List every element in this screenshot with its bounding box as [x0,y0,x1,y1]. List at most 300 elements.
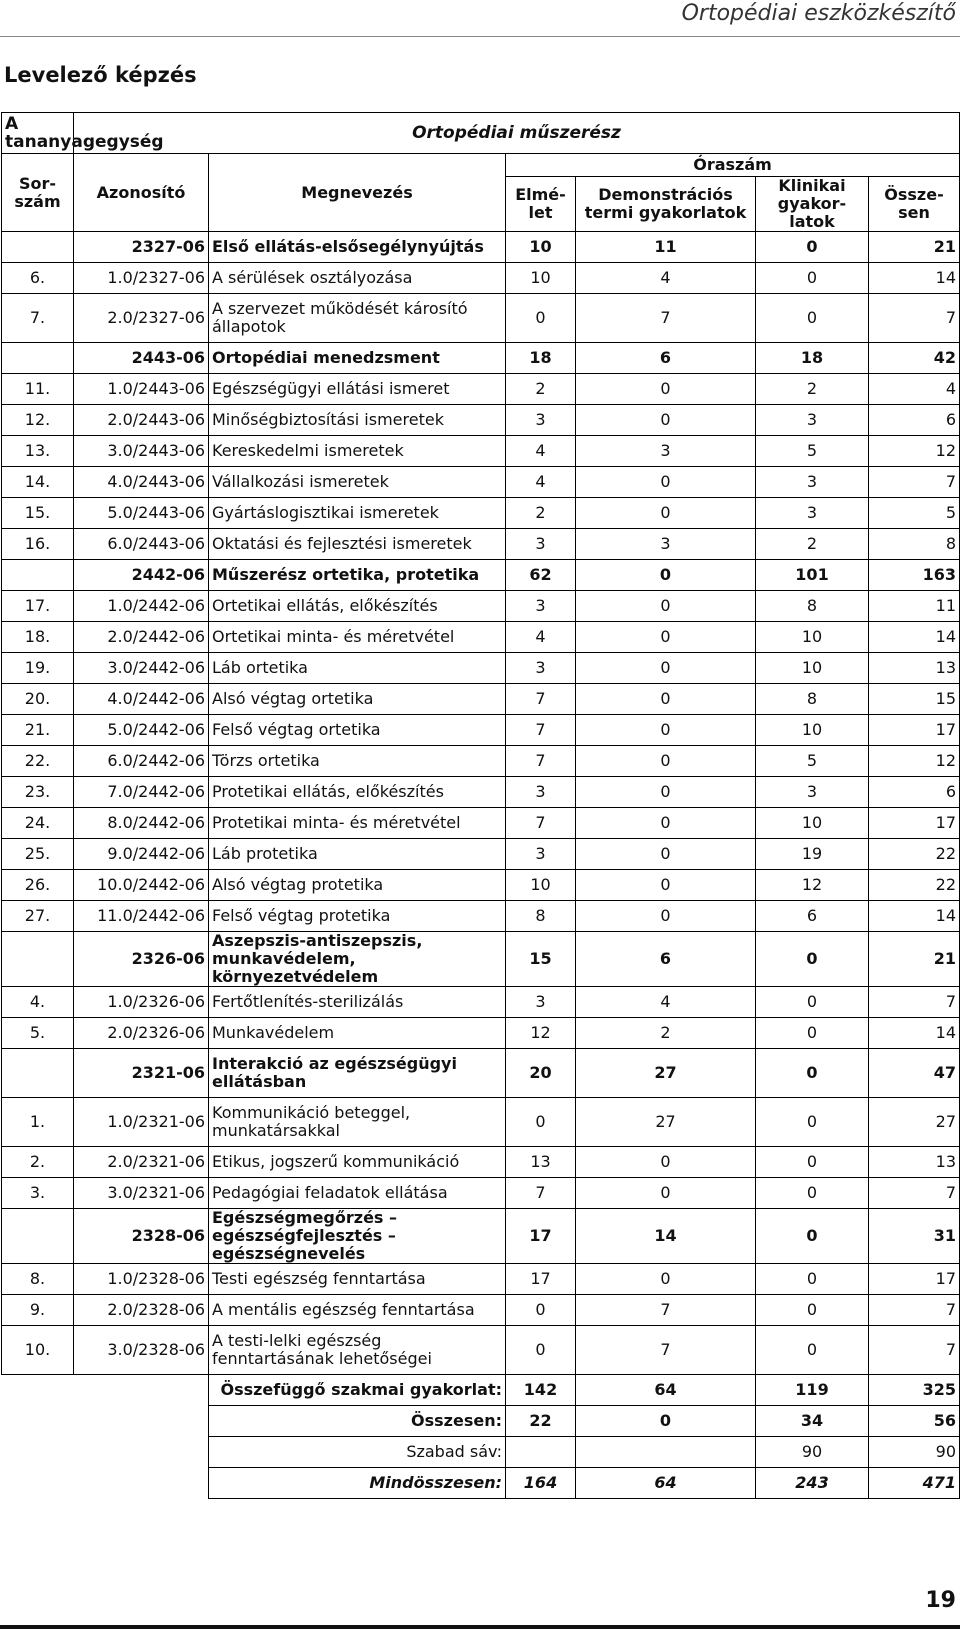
cell-elmelet: 13 [506,1147,576,1178]
cell-klinikai: 3 [756,777,869,808]
cell-megnevezes: Interakció az egészségügyi ellátásban [209,1049,506,1098]
cell-megnevezes: Vállalkozási ismeretek [209,467,506,498]
cell-sorszam: 11. [2,374,74,405]
cell-azonosito: 3.0/2328-06 [74,1326,209,1375]
cell-klinikai: 5 [756,436,869,467]
totals-row [2,1437,960,1468]
cell-elmelet: 3 [506,529,576,560]
cell-demo: 0 [576,1147,756,1178]
page-number: 19 [925,1588,956,1613]
cell-azonosito: 6.0/2443-06 [74,529,209,560]
cell-sorszam: 17. [2,591,74,622]
cell-osszesen: 47 [869,1049,960,1098]
cell-demo: 11 [576,232,756,263]
cell-osszesen: 13 [869,1147,960,1178]
cell-megnevezes: Kereskedelmi ismeretek [209,436,506,467]
cell-demo: 0 [576,622,756,653]
cell-azonosito: 2443-06 [74,343,209,374]
cell-megnevezes: Láb ortetika [209,653,506,684]
table-row [2,294,960,343]
cell-osszesen: 6 [869,405,960,436]
table-row [2,901,960,932]
cell-azonosito: 1.0/2443-06 [74,374,209,405]
cell-klinikai: 3 [756,498,869,529]
cell-osszesen: 14 [869,263,960,294]
cell-azonosito: 9.0/2442-06 [74,839,209,870]
cell-sorszam [2,1049,74,1098]
cell-elmelet: 3 [506,839,576,870]
cell-demo: 6 [576,932,756,987]
table-row [2,263,960,294]
table-row [2,777,960,808]
cell-demo: 7 [576,1295,756,1326]
cell-azonosito: 3.0/2443-06 [74,436,209,467]
cell-megnevezes: Egészségügyi ellátási ismeret [209,374,506,405]
cell-osszesen: 12 [869,746,960,777]
cell-megnevezes: Protetikai ellátás, előkészítés [209,777,506,808]
cell-klinikai: 6 [756,901,869,932]
cell-klinikai: 3 [756,405,869,436]
cell-sorszam: 10. [2,1326,74,1375]
cell-osszesen: 4 [869,374,960,405]
cell-demo: 7 [576,1326,756,1375]
cell-osszesen: 7 [869,1178,960,1209]
cell-osszesen: 7 [869,1295,960,1326]
cell-sorszam [2,932,74,987]
cell-megnevezes: Egészségmegőrzés – egészségfejlesztés – egészségnevelés [209,1209,506,1264]
cell-azonosito: 6.0/2442-06 [74,746,209,777]
cell-klinikai: 0 [756,1326,869,1375]
cell-klinikai: 0 [756,232,869,263]
cell-sorszam: 5. [2,1018,74,1049]
cell-azonosito: 2.0/2328-06 [74,1295,209,1326]
cell-megnevezes: Felső végtag protetika [209,901,506,932]
cell-elmelet: 0 [506,294,576,343]
cell-azonosito: 2327-06 [74,232,209,263]
cell-demo: 0 [576,777,756,808]
cell-klinikai: 0 [756,987,869,1018]
table-row [2,436,960,467]
cell-azonosito: 4.0/2442-06 [74,684,209,715]
cell-demo: 4 [576,263,756,294]
cell-sorszam: 23. [2,777,74,808]
cell-sorszam: 15. [2,498,74,529]
cell-klinikai: 10 [756,653,869,684]
totals-elmelet: 142 [506,1375,576,1406]
totals-label: Összesen: [209,1406,506,1437]
cell-sorszam: 24. [2,808,74,839]
cell-elmelet: 0 [506,1295,576,1326]
cell-megnevezes: A testi-lelki egészség fenntartásának lehetőségei [209,1326,506,1375]
cell-elmelet: 3 [506,405,576,436]
totals-klinikai: 90 [756,1437,869,1468]
cell-demo: 0 [576,684,756,715]
cell-osszesen: 13 [869,653,960,684]
table-row [2,1326,960,1375]
cell-azonosito: 7.0/2442-06 [74,777,209,808]
cell-megnevezes: Gyártáslogisztikai ismeretek [209,498,506,529]
totals-label: Összefüggő szakmai gyakorlat: [209,1375,506,1406]
cell-elmelet: 12 [506,1018,576,1049]
cell-sorszam [2,232,74,263]
table-row [2,746,960,777]
cell-azonosito: 8.0/2442-06 [74,808,209,839]
cell-elmelet: 3 [506,987,576,1018]
cell-demo: 0 [576,1264,756,1295]
totals-row [2,1406,960,1437]
cell-sorszam: 4. [2,987,74,1018]
cell-demo: 0 [576,467,756,498]
cell-elmelet: 15 [506,932,576,987]
cell-azonosito: 4.0/2443-06 [74,467,209,498]
table-row [2,684,960,715]
cell-elmelet: 8 [506,901,576,932]
cell-klinikai: 19 [756,839,869,870]
cell-osszesen: 31 [869,1209,960,1264]
header-row-unit [2,113,960,154]
table-row [2,622,960,653]
cell-klinikai: 0 [756,294,869,343]
cell-azonosito: 2442-06 [74,560,209,591]
totals-row [2,1468,960,1499]
table-row [2,1018,960,1049]
cell-klinikai: 3 [756,467,869,498]
cell-sorszam: 20. [2,684,74,715]
cell-elmelet: 4 [506,436,576,467]
totals-demo [576,1437,756,1468]
cell-osszesen: 21 [869,932,960,987]
cell-sorszam: 27. [2,901,74,932]
header-col-sorszam: Sor-szám [2,154,74,232]
cell-sorszam: 19. [2,653,74,684]
cell-demo: 0 [576,498,756,529]
cell-demo: 3 [576,436,756,467]
cell-azonosito: 2.0/2442-06 [74,622,209,653]
totals-osszesen: 90 [869,1437,960,1468]
cell-elmelet: 20 [506,1049,576,1098]
cell-osszesen: 22 [869,839,960,870]
cell-demo: 0 [576,591,756,622]
cell-demo: 0 [576,870,756,901]
cell-klinikai: 0 [756,1049,869,1098]
cell-osszesen: 7 [869,467,960,498]
cell-demo: 7 [576,294,756,343]
header-col-osszesen: Össze-sen [869,177,960,232]
cell-sorszam [2,343,74,374]
module-row [2,560,960,591]
totals-elmelet: 22 [506,1406,576,1437]
table-row [2,839,960,870]
cell-klinikai: 10 [756,808,869,839]
cell-klinikai: 0 [756,1018,869,1049]
cell-klinikai: 5 [756,746,869,777]
cell-elmelet: 0 [506,1098,576,1147]
totals-demo: 64 [576,1375,756,1406]
cell-klinikai: 8 [756,591,869,622]
cell-megnevezes: Etikus, jogszerű kommunikáció [209,1147,506,1178]
module-row [2,1049,960,1098]
cell-klinikai: 0 [756,1264,869,1295]
cell-sorszam: 8. [2,1264,74,1295]
cell-azonosito: 2.0/2443-06 [74,405,209,436]
totals-label: Szabad sáv: [209,1437,506,1468]
table-row [2,870,960,901]
cell-sorszam: 21. [2,715,74,746]
cell-azonosito: 2.0/2327-06 [74,294,209,343]
curriculum-table [1,112,960,1499]
cell-sorszam: 9. [2,1295,74,1326]
cell-sorszam: 16. [2,529,74,560]
cell-demo: 0 [576,746,756,777]
cell-demo: 0 [576,653,756,684]
cell-klinikai: 2 [756,374,869,405]
cell-azonosito: 2326-06 [74,932,209,987]
cell-elmelet: 10 [506,263,576,294]
cell-megnevezes: Alsó végtag ortetika [209,684,506,715]
header-unit-label: A tananyagegység [2,113,74,154]
module-row [2,343,960,374]
cell-klinikai: 0 [756,1147,869,1178]
cell-azonosito: 1.0/2326-06 [74,987,209,1018]
cell-elmelet: 4 [506,622,576,653]
cell-sorszam [2,560,74,591]
cell-azonosito: 3.0/2442-06 [74,653,209,684]
table-row [2,1147,960,1178]
cell-azonosito: 5.0/2442-06 [74,715,209,746]
module-row [2,232,960,263]
header-col-elmelet: Elmé-let [506,177,576,232]
cell-elmelet: 3 [506,777,576,808]
cell-demo: 4 [576,987,756,1018]
totals-spacer [2,1406,209,1437]
cell-klinikai: 0 [756,932,869,987]
header-oraszam: Óraszám [506,154,960,177]
cell-azonosito: 1.0/2327-06 [74,263,209,294]
totals-label: Mindösszesen: [209,1468,506,1499]
cell-osszesen: 14 [869,1018,960,1049]
running-header [0,0,960,37]
table-row [2,1295,960,1326]
module-row [2,932,960,987]
cell-megnevezes: A szervezet működését károsító állapotok [209,294,506,343]
cell-demo: 14 [576,1209,756,1264]
cell-megnevezes: Oktatási és fejlesztési ismeretek [209,529,506,560]
cell-azonosito: 2.0/2326-06 [74,1018,209,1049]
cell-klinikai: 18 [756,343,869,374]
totals-elmelet [506,1437,576,1468]
cell-sorszam: 2. [2,1147,74,1178]
cell-osszesen: 5 [869,498,960,529]
cell-azonosito: 11.0/2442-06 [74,901,209,932]
cell-osszesen: 42 [869,343,960,374]
table-row [2,1098,960,1147]
table-row [2,374,960,405]
cell-elmelet: 7 [506,808,576,839]
cell-sorszam: 6. [2,263,74,294]
cell-megnevezes: Műszerész ortetika, protetika [209,560,506,591]
cell-klinikai: 8 [756,684,869,715]
table-row [2,1264,960,1295]
cell-sorszam: 26. [2,870,74,901]
totals-demo: 64 [576,1468,756,1499]
cell-megnevezes: Alsó végtag protetika [209,870,506,901]
module-row [2,1209,960,1264]
cell-azonosito: 1.0/2321-06 [74,1098,209,1147]
cell-osszesen: 17 [869,1264,960,1295]
table-row [2,405,960,436]
table-row [2,715,960,746]
cell-demo: 3 [576,529,756,560]
cell-demo: 0 [576,405,756,436]
cell-klinikai: 101 [756,560,869,591]
cell-klinikai: 0 [756,1178,869,1209]
header-col-klinikai: Klinikai gyakor-latok [756,177,869,232]
totals-klinikai: 34 [756,1406,869,1437]
table-row [2,498,960,529]
cell-megnevezes: Ortopédiai menedzsment [209,343,506,374]
cell-osszesen: 22 [869,870,960,901]
cell-elmelet: 4 [506,467,576,498]
cell-megnevezes: Protetikai minta- és méretvétel [209,808,506,839]
cell-sorszam: 3. [2,1178,74,1209]
totals-spacer [2,1468,209,1499]
cell-osszesen: 14 [869,901,960,932]
cell-demo: 0 [576,715,756,746]
cell-osszesen: 11 [869,591,960,622]
cell-megnevezes: Aszepszis-antiszepszis, munkavédelem, környezetvédelem [209,932,506,987]
totals-spacer [2,1437,209,1468]
cell-azonosito: 1.0/2328-06 [74,1264,209,1295]
cell-megnevezes: Fertőtlenítés-sterilizálás [209,987,506,1018]
totals-klinikai: 243 [756,1468,869,1499]
table-row [2,653,960,684]
cell-megnevezes: Ortetikai ellátás, előkészítés [209,591,506,622]
cell-elmelet: 7 [506,1178,576,1209]
cell-sorszam: 12. [2,405,74,436]
table-row [2,987,960,1018]
cell-osszesen: 7 [869,1326,960,1375]
cell-osszesen: 21 [869,232,960,263]
cell-osszesen: 6 [869,777,960,808]
cell-elmelet: 0 [506,1326,576,1375]
cell-sorszam: 22. [2,746,74,777]
header-col-azonosito: Azonosító [74,154,209,232]
cell-osszesen: 17 [869,715,960,746]
totals-osszesen: 56 [869,1406,960,1437]
cell-klinikai: 0 [756,1098,869,1147]
cell-megnevezes: Testi egészség fenntartása [209,1264,506,1295]
cell-elmelet: 7 [506,715,576,746]
cell-elmelet: 2 [506,374,576,405]
cell-megnevezes: Ortetikai minta- és méretvétel [209,622,506,653]
cell-demo: 2 [576,1018,756,1049]
cell-megnevezes: Láb protetika [209,839,506,870]
header-col-megnevezes: Megnevezés [209,154,506,232]
cell-elmelet: 17 [506,1264,576,1295]
cell-osszesen: 12 [869,436,960,467]
cell-demo: 0 [576,808,756,839]
cell-osszesen: 15 [869,684,960,715]
cell-sorszam: 25. [2,839,74,870]
cell-elmelet: 10 [506,232,576,263]
totals-osszesen: 471 [869,1468,960,1499]
cell-klinikai: 12 [756,870,869,901]
cell-megnevezes: Felső végtag ortetika [209,715,506,746]
cell-osszesen: 7 [869,294,960,343]
header-col-demo: Demonstrációs termi gyakorlatok [576,177,756,232]
cell-osszesen: 8 [869,529,960,560]
cell-azonosito: 3.0/2321-06 [74,1178,209,1209]
cell-megnevezes: Munkavédelem [209,1018,506,1049]
cell-elmelet: 3 [506,591,576,622]
cell-sorszam: 14. [2,467,74,498]
cell-osszesen: 17 [869,808,960,839]
cell-osszesen: 27 [869,1098,960,1147]
cell-megnevezes: Pedagógiai feladatok ellátása [209,1178,506,1209]
cell-demo: 27 [576,1098,756,1147]
cell-megnevezes: Kommunikáció beteggel, munkatársakkal [209,1098,506,1147]
cell-osszesen: 7 [869,987,960,1018]
header-row-oraszam [2,154,960,177]
cell-demo: 0 [576,1178,756,1209]
totals-row [2,1375,960,1406]
cell-elmelet: 18 [506,343,576,374]
cell-megnevezes: Minőségbiztosítási ismeretek [209,405,506,436]
footer-rule [0,1625,960,1629]
cell-sorszam: 7. [2,294,74,343]
section-heading: Levelező képzés [4,63,197,87]
cell-megnevezes: Törzs ortetika [209,746,506,777]
table-row [2,467,960,498]
cell-azonosito: 2328-06 [74,1209,209,1264]
cell-elmelet: 7 [506,684,576,715]
cell-elmelet: 7 [506,746,576,777]
cell-azonosito: 5.0/2443-06 [74,498,209,529]
table-row [2,1178,960,1209]
cell-sorszam: 1. [2,1098,74,1147]
cell-demo: 0 [576,839,756,870]
cell-demo: 0 [576,560,756,591]
cell-osszesen: 14 [869,622,960,653]
table-row [2,808,960,839]
cell-elmelet: 3 [506,653,576,684]
cell-klinikai: 10 [756,715,869,746]
cell-klinikai: 2 [756,529,869,560]
cell-elmelet: 2 [506,498,576,529]
cell-megnevezes: A mentális egészség fenntartása [209,1295,506,1326]
cell-klinikai: 0 [756,1209,869,1264]
cell-elmelet: 10 [506,870,576,901]
cell-azonosito: 2.0/2321-06 [74,1147,209,1178]
totals-spacer [2,1375,209,1406]
cell-demo: 6 [576,343,756,374]
running-header-title: Ortopédiai eszközkészítő [681,1,956,26]
cell-sorszam: 13. [2,436,74,467]
totals-klinikai: 119 [756,1375,869,1406]
cell-megnevezes: Első ellátás-elsősegélynyújtás [209,232,506,263]
cell-elmelet: 62 [506,560,576,591]
cell-klinikai: 0 [756,1295,869,1326]
cell-azonosito: 2321-06 [74,1049,209,1098]
cell-megnevezes: A sérülések osztályozása [209,263,506,294]
cell-sorszam: 18. [2,622,74,653]
cell-demo: 0 [576,901,756,932]
table-row [2,529,960,560]
cell-klinikai: 0 [756,263,869,294]
totals-elmelet: 164 [506,1468,576,1499]
table-row [2,591,960,622]
cell-osszesen: 163 [869,560,960,591]
